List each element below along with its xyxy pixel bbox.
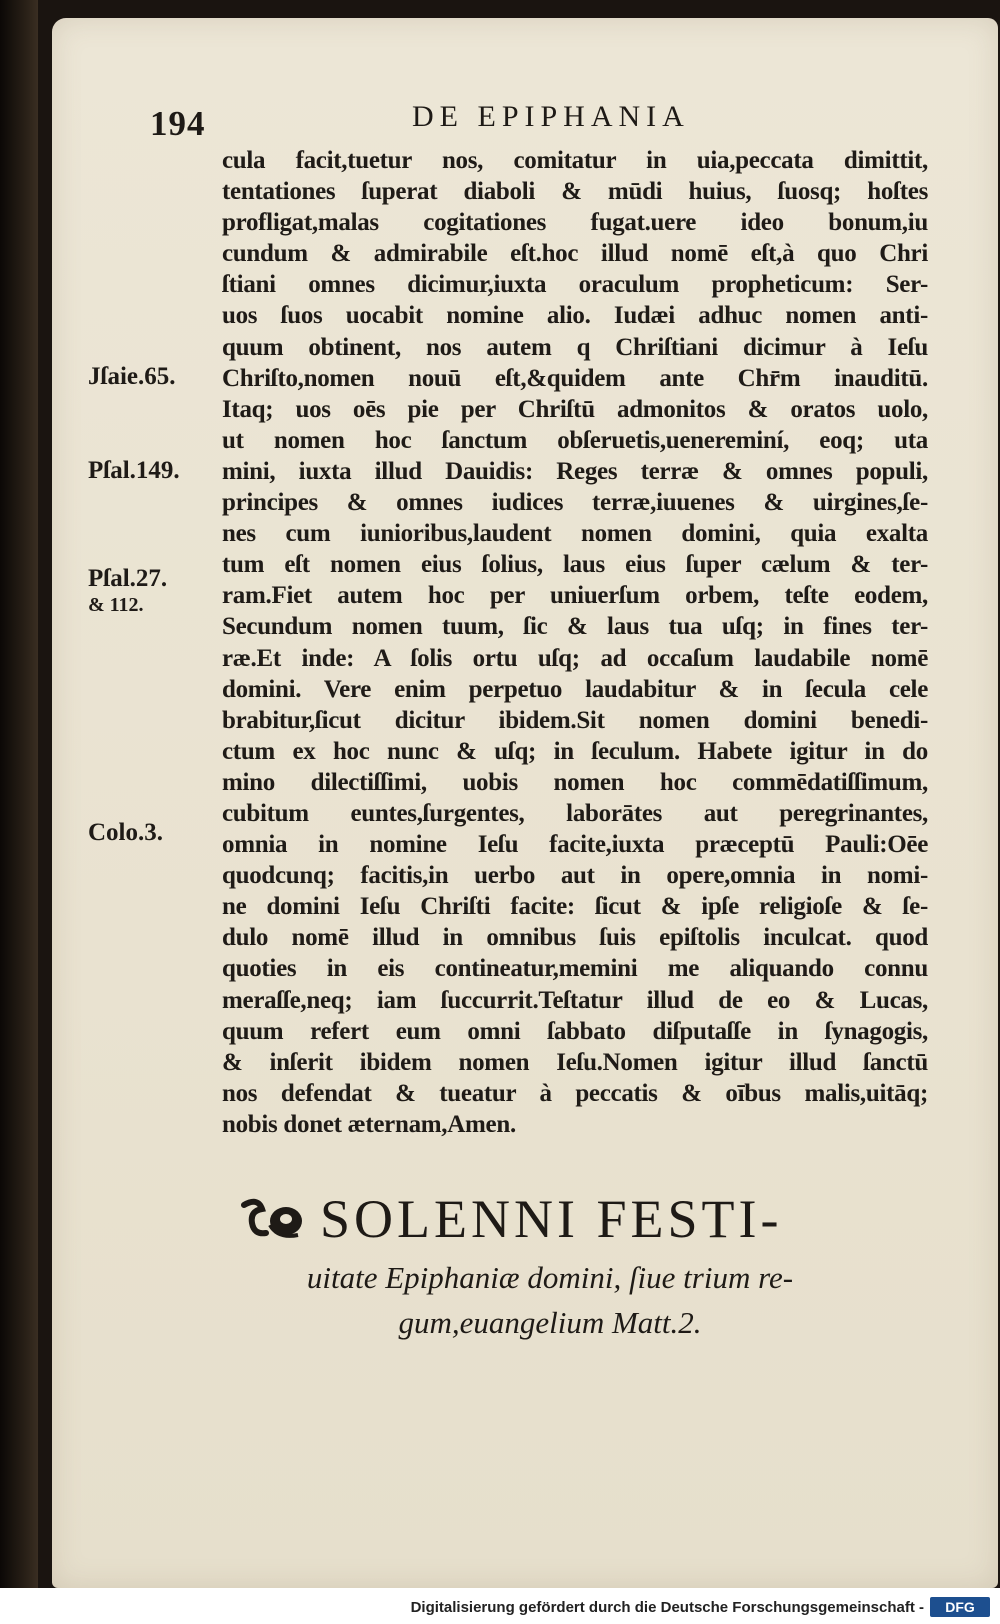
text-line: mini, iuxta illud Dauidis: Reges terræ & omnes populi, [222,457,928,485]
text-line: Secundum nomen tuum, ſic & laus tua uſq; in fines ter- [222,613,928,641]
text-line: brabitur,ſicut dicitur ibidem.Sit nomen domini benedi- [222,706,928,734]
margin-note-psalm-149: Pſal.149. [88,457,180,484]
text-line: dulo nomē illud in omnibus ſuis epiſtolis inculcat. quod [222,924,928,952]
printer-ornament-icon [240,1195,310,1243]
text-line: nos defendat & tueatur à peccatis & oībus malis,uitāq; [222,1079,928,1107]
text-line: ctum ex hoc nunc & uſq; in ſeculum. Habete igitur in do [222,737,928,765]
text-line: cubitum euntes,ſurgentes, laborātes aut peregrinantes, [222,799,928,827]
text-line: ne domini Ieſu Chriſti facite: ſicut & ipſe religioſe & ſe- [222,893,928,921]
text-line: cundum & admirabile eſt.hoc illud nomē eſt,à quo Chri [222,240,928,268]
funding-credit: Digitalisierung gefördert durch die Deutsche Forschungsgemeinschaft - [410,1599,924,1616]
subheading-line-1: uitate Epiphaniæ domini, ſiue trium re- [306,1260,794,1295]
text-line: quum refert eum omni ſabbato diſputaſſe in ſynagogis, [222,1017,928,1045]
page-number: 194 [150,104,206,143]
text-line: ſtiani omnes dicimur,iuxta oraculum propheticum: Ser- [222,271,928,299]
text-line: Chriſto,nomen nouū eſt,&quidem ante Chr̄m inauditū. [222,364,928,392]
text-line: tum eſt nomen eius ſolius, laus eius ſuper cælum & ter- [222,551,928,579]
text-line: omnia in nomine Ieſu facite,iuxta præceptū Pauli:Oēe [222,831,928,859]
section-heading-text: SOLENNI FESTI- [320,1189,783,1249]
body-text [222,145,928,1140]
text-line: ram.Fiet autem hoc per uniuerſum orbem, teſte eodem, [222,582,928,610]
text-line: uos ſuos uocabit nomine alio. Iudæi adhuc nomen anti- [222,302,928,330]
text-line: tentationes ſuperat diaboli & mūdi huius, ſuosq; hoſtes [222,178,928,206]
text-line: mino dilectiſſimi, uobis nomen hoc commēdatiſſimum, [222,768,928,796]
text-line: quoties in eis contineatur,memini me aliquando connu [222,955,928,983]
text-line: cula facit,tuetur nos, comitatur in uia,peccata dimittit, [222,147,928,174]
text-line: quum obtinent, nos autem q Chriſtiani dicimur à Ieſu [222,333,928,361]
text-line: ræ.Et inde: A ſolis ortu uſq; ad occaſum laudabile nomē [222,644,928,672]
margin-note-colossians: Colo.3. [88,819,163,846]
margin-note-isaiah: Jſaie.65. [88,363,176,390]
margin-note-psalm-112: & 112. [88,594,144,616]
text-line: nes cum iunioribus,laudent nomen domini, quia exalta [222,520,928,548]
subheading-line-2: gum,euangelium Matt.2. [398,1305,702,1340]
text-line: meraſſe,neq; iam ſuccurrit.Teſtatur illud de eo & Lucas, [222,986,928,1014]
margin-note-psalm-27: Pſal.27. [88,565,168,592]
text-line: Itaq; uos oēs pie per Chriſtū admonitos & oratos uolo, [222,395,928,423]
section-heading [240,1188,782,1250]
section-subheading [250,1255,850,1345]
text-line: domini. Vere enim perpetuo laudabitur & in ſecula cele [222,675,928,703]
text-line: principes & omnes iudices terræ,iuuenes & uirgines,ſe- [222,489,928,517]
running-head: DE EPIPHANIA [412,100,690,133]
book-binding-edge [0,0,38,1624]
text-line: & inſerit ibidem nomen Ieſu.Nomen igitur illud ſanctū [222,1048,928,1076]
text-line: quodcunq; facitis,in uerbo aut in opere,omnia in nomi- [222,862,928,890]
text-line: profligat,malas cogitationes fugat.uere ideo bonum,iu [222,209,928,237]
dfg-logo: DFG [930,1597,990,1617]
text-line: nobis donet æternam,Amen. [222,1110,516,1138]
text-line: ut nomen hoc ſanctum obſeruetis,uenereminí, eoq; uta [222,426,928,454]
